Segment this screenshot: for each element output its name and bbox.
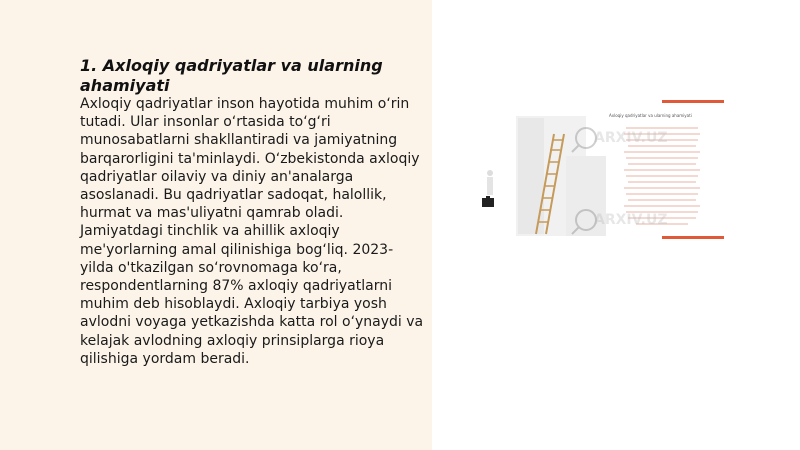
slide-title: 1. Axloqiy qadriyatlar va ularning ahamiyati bbox=[80, 56, 383, 95]
thumbnail-heading: Axloqiy qadriyatlar va ularning ahamiyati bbox=[609, 113, 692, 118]
thumbnail-watermark-top: ARXIV.UZ bbox=[594, 130, 668, 146]
slide-thumbnail-image bbox=[476, 96, 730, 246]
figure-icon bbox=[487, 170, 493, 195]
thumbnail-watermark-bottom: ARXIV.UZ bbox=[594, 212, 668, 228]
briefcase-icon bbox=[482, 196, 494, 207]
slide-body-text: Axloqiy qadriyatlar inson hayotida muhim o‘rin tutadi. Ular insonlar o‘rtasida to‘g‘ri munosabatlarni shakllantiradi va jamiyatning barqarorligini ta'minlaydi. O‘zbekistonda axloqiy qadriyatlar oilaviy va diniy an'analarga asoslanadi. Bu qadriyatlar sadoqat, halollik, hurmat va mas'uliyatni qamrab oladi. Jamiyatdagi tinchlik va ahillik axloqiy me'yorlarning amal qilinishiga bog‘liq. 2023-yilda o'tkazilgan so‘rovnomaga ko‘ra, respondentlarning 87% axloqiy qadriyatlarni muhim deb hisoblaydi. Axloqiy tarbiya yosh avlodni voyaga yetkazishda katta rol o‘ynaydi va kelajak avlodning axloqiy prinsiplarga rioya qilishiga yordam beradi. bbox=[80, 96, 424, 367]
